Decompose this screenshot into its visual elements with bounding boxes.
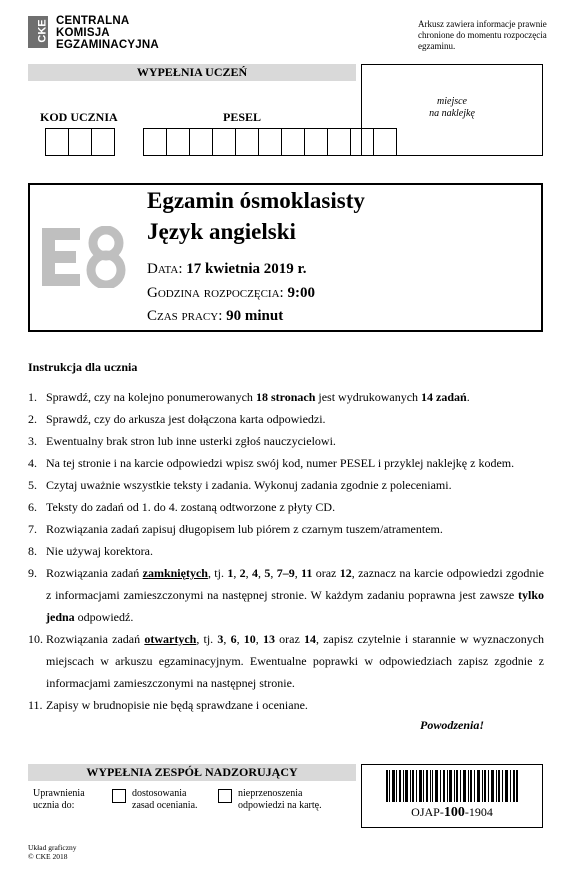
instructions-list: [28, 386, 544, 716]
instructions-title: Instrukcja dla ucznia: [28, 360, 138, 374]
list-item: 5. Czytaj uważnie wszystkie teksty i zadania. Wykonuj zadania zgodnie z poleceniami.: [28, 478, 452, 492]
adjust-rules-checkbox[interactable]: [112, 789, 126, 803]
list-item: 9. Rozwiązania zadań zamkniętych, tj. 1, 2, 4, 5, 7–9, 11 oraz 12, zaznacz na karcie odpowiedzi zgodnie z informacjami zamieszczonymi na następnej stronie. W każdym zadaniu poprawna jest zawsze tylko jedna odpowiedź.: [28, 566, 545, 624]
cke-logo-mark: CKE: [28, 16, 48, 48]
exam-date: Data: 17 kwietnia 2019 r.: [147, 261, 307, 277]
list-item: 11. Zapisy w brudnopisie nie będą sprawdzane i oceniane.: [28, 698, 308, 712]
list-item: 7. Rozwiązania zadań zapisuj długopisem lub piórem z czarnym tuszem/atramentem.: [28, 522, 443, 536]
good-luck-text: Powodzenia!: [420, 718, 485, 732]
adjust-rules-label: dostosowania zasad oceniania.: [132, 788, 198, 811]
list-item: 1. Sprawdź, czy na kolejno ponumerowanych 18 stronach jest wydrukowanych 14 zadań.: [28, 390, 470, 404]
exam-duration: Czas pracy: 90 minut: [147, 308, 284, 324]
confidential-notice: Arkusz zawiera informacje prawnie chronione do momentu rozpoczęcia egzaminu.: [418, 19, 547, 51]
no-transfer-label: nieprzenoszenia odpowiedzi na kartę.: [238, 788, 322, 811]
exam-start-time: Godzina rozpoczęcia: 9:00: [147, 285, 315, 301]
list-item: 8. Nie używaj korektora.: [28, 544, 153, 558]
list-item: 10. Rozwiązania zadań otwartych, tj. 3, 6, 10, 13 oraz 14, zapisz czytelnie i starannie w wyznaczonych miejscach w arkuszu egzaminacyjnym. Ewentualne poprawki w odpowiedziach zapisz zgodnie z informacjami zamieszczonymi na następnej stronie.: [28, 632, 545, 690]
sheet-code: OJAP-100-1904: [411, 805, 493, 820]
list-item: 4. Na tej stronie i na karcie odpowiedzi wpisz swój kod, numer PESEL i przyklej naklejkę z kodem.: [28, 456, 515, 470]
student-fill-band: WYPEŁNIA UCZEŃ: [28, 64, 356, 81]
student-code-label: KOD UCZNIA: [40, 110, 118, 124]
barcode-icon: [386, 770, 518, 802]
no-transfer-checkbox[interactable]: [218, 789, 232, 803]
exam-title: Egzamin ósmoklasisty: [147, 188, 365, 213]
exam-subject: Język angielski: [147, 219, 296, 244]
sticker-label: miejsce na naklejkę: [429, 96, 475, 119]
cke-logo-text: CENTRALNA KOMISJA EGZAMINACYJNA: [56, 15, 159, 51]
list-item: 6. Teksty do zadań od 1. do 4. zostaną odtworzone z płyty CD.: [28, 500, 336, 514]
e8-logo-icon: [40, 226, 132, 288]
rights-label: Uprawnienia ucznia do:: [33, 788, 85, 811]
pesel-field[interactable]: [143, 128, 396, 156]
list-item: 2. Sprawdź, czy do arkusza jest dołączona karta odpowiedzi.: [28, 412, 326, 426]
list-item: 3. Ewentualny brak stron lub inne usterki zgłoś nauczycielowi.: [28, 434, 336, 448]
pesel-label: PESEL: [223, 110, 262, 124]
team-fill-band: WYPEŁNIA ZESPÓŁ NADZORUJĄCY: [28, 764, 356, 781]
student-code-field[interactable]: [45, 128, 114, 156]
footer-copyright: Układ graficzny © CKE 2018: [28, 843, 77, 861]
